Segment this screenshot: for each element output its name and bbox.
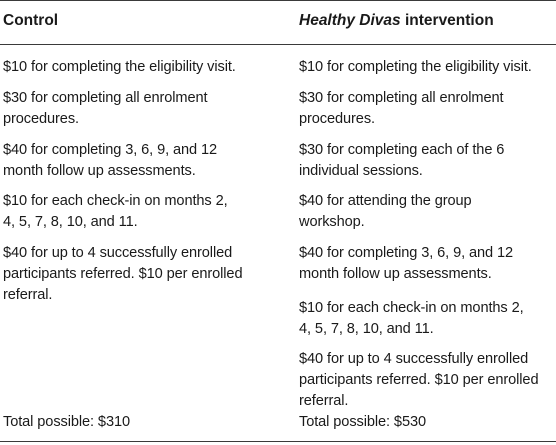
intervention-total: Total possible: $530 [299,414,426,430]
intervention-header [299,11,494,31]
table-top-rule [0,0,556,1]
intervention-header-italic: Healthy Divas [299,12,401,29]
control-row-referral: $40 for up to 4 successfully enrolled participants referred. $10 per enrolled referral. [3,245,243,303]
table-bottom-rule [0,441,556,442]
control-row-enrolment: $30 for completing all enrolment procedures. [3,90,208,127]
intervention-row-referral: $40 for up to 4 successfully enrolled participants referred. $10 per enrolled referral. [299,351,539,409]
intervention-row-workshop: $40 for attending the group workshop. [299,193,472,230]
control-row-follow-up: $40 for completing 3, 6, 9, and 12 month follow up assessments. [3,142,218,179]
intervention-header-rest: intervention [400,12,494,29]
intervention-row-sessions: $30 for completing each of the 6 individual sessions. [299,142,505,179]
table-header-rule [0,44,556,45]
control-row-check-in: $10 for each check-in on months 2, 4, 5, 7, 8, 10, and 11. [3,193,228,230]
control-row-eligibility: $10 for completing the eligibility visit. [3,59,236,75]
control-header: Control [3,12,59,29]
intervention-row-enrolment: $30 for completing all enrolment procedures. [299,90,504,127]
intervention-row-check-in: $10 for each check-in on months 2, 4, 5, 7, 8, 10, and 11. [299,300,524,337]
intervention-row-eligibility: $10 for completing the eligibility visit. [299,59,532,75]
control-total: Total possible: $310 [3,414,130,430]
intervention-row-follow-up: $40 for completing 3, 6, 9, and 12 month follow up assessments. [299,245,514,282]
